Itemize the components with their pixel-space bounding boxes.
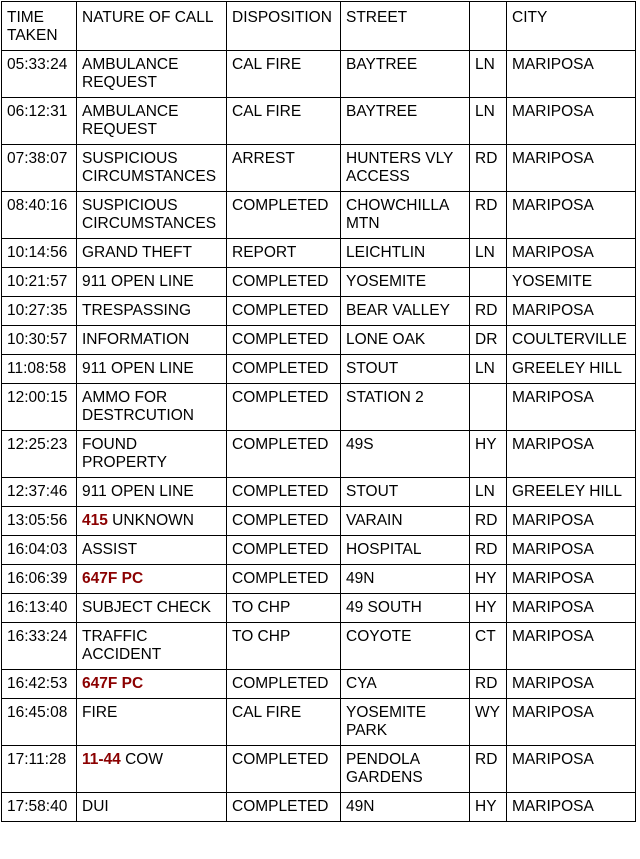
cell-nature-of-call <box>77 355 227 384</box>
cell-disposition: CAL FIRE <box>227 51 341 98</box>
cell-disposition: COMPLETED <box>227 478 341 507</box>
cell-time: 16:13:40 <box>2 594 77 623</box>
table-row <box>2 98 636 145</box>
cell-street: VARAIN <box>341 507 470 536</box>
cell-time: 12:37:46 <box>2 478 77 507</box>
cell-disposition: TO CHP <box>227 594 341 623</box>
table-row <box>2 670 636 699</box>
call-description: FIRE <box>82 704 118 721</box>
cell-time: 10:21:57 <box>2 268 77 297</box>
call-description: GRAND THEFT <box>82 244 192 261</box>
cell-time: 16:33:24 <box>2 623 77 670</box>
cell-street: 49S <box>341 431 470 478</box>
header-disposition: DISPOSITION <box>227 2 341 51</box>
table-row <box>2 793 636 822</box>
cell-street-suffix: LN <box>470 51 507 98</box>
cell-street: LEICHTLIN <box>341 239 470 268</box>
cell-street-suffix: HY <box>470 594 507 623</box>
call-description: ASSIST <box>82 541 138 558</box>
cell-nature-of-call <box>77 670 227 699</box>
cell-city: MARIPOSA <box>507 51 636 98</box>
call-description: SUSPICIOUS CIRCUMSTANCES <box>82 197 217 232</box>
header-city: CITY <box>507 2 636 51</box>
cell-city: MARIPOSA <box>507 239 636 268</box>
cell-nature-of-call <box>77 268 227 297</box>
table-row <box>2 355 636 384</box>
cell-street: STOUT <box>341 355 470 384</box>
call-description: 911 OPEN LINE <box>82 483 194 500</box>
table-row <box>2 536 636 565</box>
cell-time: 16:42:53 <box>2 670 77 699</box>
cell-city: MARIPOSA <box>507 746 636 793</box>
cell-city: MARIPOSA <box>507 699 636 746</box>
cell-nature-of-call <box>77 565 227 594</box>
cell-street: LONE OAK <box>341 326 470 355</box>
cell-disposition: COMPLETED <box>227 670 341 699</box>
cell-nature-of-call <box>77 384 227 431</box>
call-description: FOUND PROPERTY <box>82 436 167 471</box>
header-row <box>2 2 636 51</box>
cell-nature-of-call <box>77 145 227 192</box>
call-description: TRESPASSING <box>82 302 192 319</box>
cell-city: MARIPOSA <box>507 670 636 699</box>
cell-city: MARIPOSA <box>507 98 636 145</box>
cell-city: MARIPOSA <box>507 384 636 431</box>
cell-city: MARIPOSA <box>507 192 636 239</box>
table-row <box>2 746 636 793</box>
cell-time: 06:12:31 <box>2 98 77 145</box>
cell-time: 08:40:16 <box>2 192 77 239</box>
cell-street-suffix <box>470 384 507 431</box>
cell-time: 17:11:28 <box>2 746 77 793</box>
call-description: 911 OPEN LINE <box>82 360 194 377</box>
cell-time: 16:45:08 <box>2 699 77 746</box>
cell-nature-of-call <box>77 536 227 565</box>
cell-disposition: COMPLETED <box>227 384 341 431</box>
cell-street-suffix: RD <box>470 192 507 239</box>
cell-nature-of-call <box>77 297 227 326</box>
cell-disposition: COMPLETED <box>227 297 341 326</box>
table-row <box>2 51 636 98</box>
table-row <box>2 239 636 268</box>
cell-street-suffix: RD <box>470 145 507 192</box>
call-code: 647F PC <box>82 570 144 587</box>
cell-nature-of-call <box>77 699 227 746</box>
call-description: AMBULANCE REQUEST <box>82 103 179 138</box>
table-row <box>2 507 636 536</box>
cell-street: BAYTREE <box>341 51 470 98</box>
table-row <box>2 478 636 507</box>
cell-city: MARIPOSA <box>507 565 636 594</box>
cell-time: 17:58:40 <box>2 793 77 822</box>
cell-disposition: COMPLETED <box>227 536 341 565</box>
table-row <box>2 565 636 594</box>
cell-disposition: COMPLETED <box>227 268 341 297</box>
cell-nature-of-call <box>77 478 227 507</box>
call-description: 911 OPEN LINE <box>82 273 194 290</box>
cell-city: GREELEY HILL <box>507 478 636 507</box>
table-body <box>2 51 636 822</box>
cell-disposition: COMPLETED <box>227 746 341 793</box>
cell-street: YOSEMITE <box>341 268 470 297</box>
call-description: SUSPICIOUS CIRCUMSTANCES <box>82 150 217 185</box>
cell-nature-of-call <box>77 51 227 98</box>
cell-street-suffix: RD <box>470 536 507 565</box>
cell-street: YOSEMITE PARK <box>341 699 470 746</box>
call-description: AMBULANCE REQUEST <box>82 56 179 91</box>
call-code: 11-44 <box>82 751 121 768</box>
call-description: COW <box>120 751 163 768</box>
cell-disposition: TO CHP <box>227 623 341 670</box>
call-code: 647F PC <box>82 675 144 692</box>
cell-nature-of-call <box>77 239 227 268</box>
cell-disposition: REPORT <box>227 239 341 268</box>
cell-street-suffix: WY <box>470 699 507 746</box>
cell-city: MARIPOSA <box>507 297 636 326</box>
table-row <box>2 145 636 192</box>
cell-nature-of-call <box>77 98 227 145</box>
cell-city: MARIPOSA <box>507 536 636 565</box>
cell-street: COYOTE <box>341 623 470 670</box>
cell-city: MARIPOSA <box>507 594 636 623</box>
cell-disposition: COMPLETED <box>227 192 341 239</box>
cell-time: 13:05:56 <box>2 507 77 536</box>
cell-street-suffix: LN <box>470 98 507 145</box>
call-log-table <box>1 1 636 822</box>
table-row <box>2 699 636 746</box>
cell-disposition: COMPLETED <box>227 326 341 355</box>
cell-street: HOSPITAL <box>341 536 470 565</box>
table-row <box>2 623 636 670</box>
cell-street-suffix: RD <box>470 670 507 699</box>
cell-nature-of-call <box>77 746 227 793</box>
call-description: AMMO FOR DESTRCUTION <box>82 389 194 424</box>
cell-street: BAYTREE <box>341 98 470 145</box>
cell-nature-of-call <box>77 326 227 355</box>
cell-street-suffix: HY <box>470 431 507 478</box>
cell-nature-of-call <box>77 594 227 623</box>
cell-street: 49 SOUTH <box>341 594 470 623</box>
header-nature-of-call: NATURE OF CALL <box>77 2 227 51</box>
cell-street-suffix: HY <box>470 793 507 822</box>
call-description: SUBJECT CHECK <box>82 599 211 616</box>
cell-disposition: COMPLETED <box>227 507 341 536</box>
cell-city: MARIPOSA <box>507 507 636 536</box>
cell-time: 11:08:58 <box>2 355 77 384</box>
cell-street-suffix: CT <box>470 623 507 670</box>
cell-city: MARIPOSA <box>507 431 636 478</box>
cell-city: COULTERVILLE <box>507 326 636 355</box>
header-street-suffix <box>470 2 507 51</box>
table-row <box>2 431 636 478</box>
cell-street: CHOWCHILLA MTN <box>341 192 470 239</box>
cell-time: 07:38:07 <box>2 145 77 192</box>
cell-disposition: ARREST <box>227 145 341 192</box>
cell-disposition: COMPLETED <box>227 355 341 384</box>
header-street: STREET <box>341 2 470 51</box>
cell-time: 12:00:15 <box>2 384 77 431</box>
cell-street-suffix: DR <box>470 326 507 355</box>
cell-disposition: COMPLETED <box>227 565 341 594</box>
cell-city: GREELEY HILL <box>507 355 636 384</box>
cell-nature-of-call <box>77 192 227 239</box>
cell-street: STATION 2 <box>341 384 470 431</box>
table-row <box>2 326 636 355</box>
cell-nature-of-call <box>77 623 227 670</box>
cell-street-suffix: RD <box>470 746 507 793</box>
cell-nature-of-call <box>77 507 227 536</box>
cell-city: MARIPOSA <box>507 145 636 192</box>
table-row <box>2 268 636 297</box>
table-row <box>2 594 636 623</box>
cell-street: 49N <box>341 793 470 822</box>
table-row <box>2 192 636 239</box>
call-description: DUI <box>82 798 109 815</box>
table-row <box>2 297 636 326</box>
cell-disposition: COMPLETED <box>227 793 341 822</box>
cell-time: 16:06:39 <box>2 565 77 594</box>
cell-street-suffix: LN <box>470 478 507 507</box>
cell-time: 05:33:24 <box>2 51 77 98</box>
cell-street-suffix: RD <box>470 297 507 326</box>
cell-time: 16:04:03 <box>2 536 77 565</box>
cell-city: MARIPOSA <box>507 793 636 822</box>
cell-time: 10:14:56 <box>2 239 77 268</box>
cell-street-suffix: LN <box>470 355 507 384</box>
cell-street: HUNTERS VLY ACCESS <box>341 145 470 192</box>
cell-time: 12:25:23 <box>2 431 77 478</box>
header-time: TIME TAKEN <box>2 2 77 51</box>
cell-disposition: COMPLETED <box>227 431 341 478</box>
cell-street-suffix <box>470 268 507 297</box>
table-row <box>2 384 636 431</box>
cell-street: STOUT <box>341 478 470 507</box>
cell-city: MARIPOSA <box>507 623 636 670</box>
cell-city: YOSEMITE <box>507 268 636 297</box>
call-description: TRAFFIC ACCIDENT <box>82 628 162 663</box>
cell-street: PENDOLA GARDENS <box>341 746 470 793</box>
cell-nature-of-call <box>77 793 227 822</box>
call-description: UNKNOWN <box>107 512 194 529</box>
cell-time: 10:27:35 <box>2 297 77 326</box>
cell-disposition: CAL FIRE <box>227 699 341 746</box>
cell-nature-of-call <box>77 431 227 478</box>
cell-street: 49N <box>341 565 470 594</box>
cell-disposition: CAL FIRE <box>227 98 341 145</box>
cell-street-suffix: HY <box>470 565 507 594</box>
cell-time: 10:30:57 <box>2 326 77 355</box>
cell-street: BEAR VALLEY <box>341 297 470 326</box>
cell-street-suffix: LN <box>470 239 507 268</box>
call-description: INFORMATION <box>82 331 190 348</box>
call-code: 415 <box>82 512 108 529</box>
cell-street-suffix: RD <box>470 507 507 536</box>
cell-street: CYA <box>341 670 470 699</box>
